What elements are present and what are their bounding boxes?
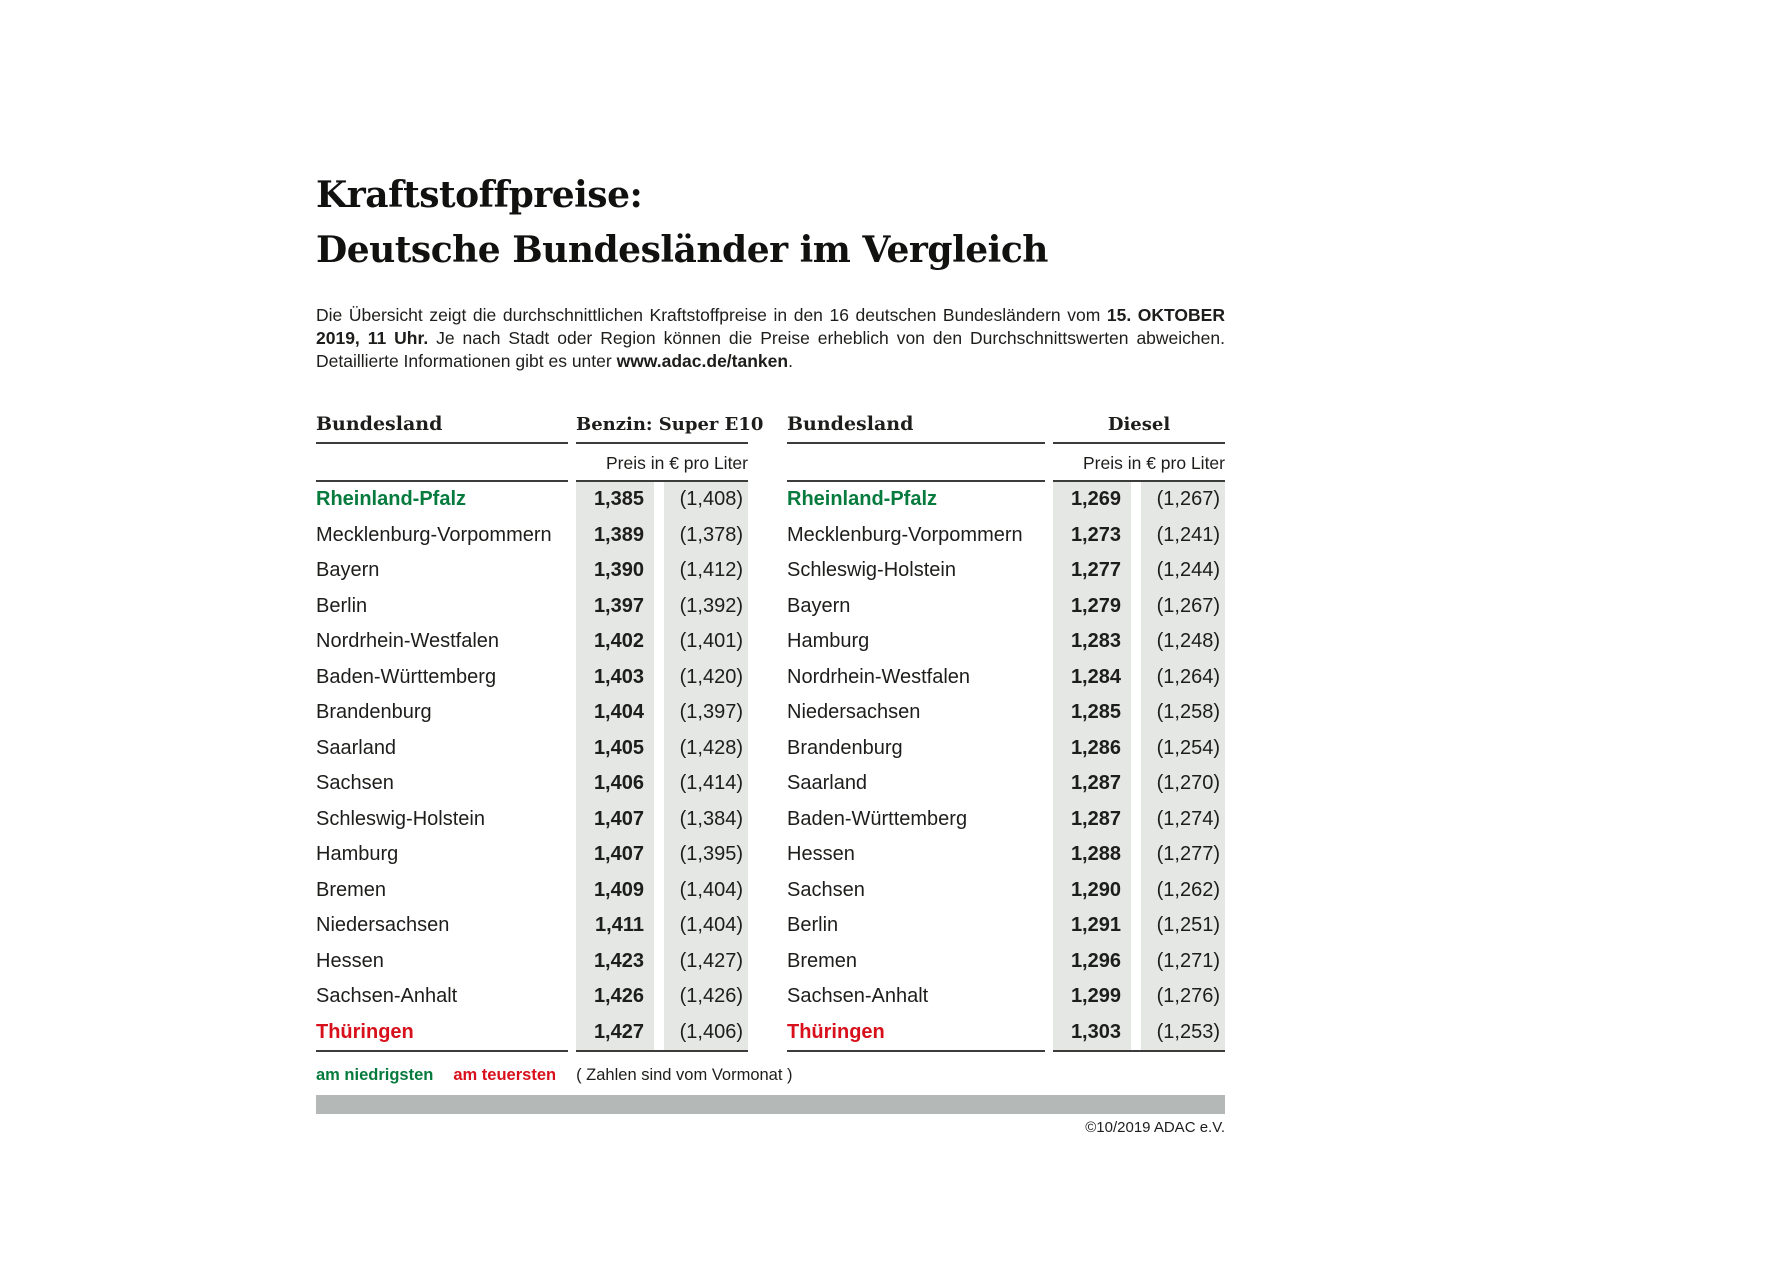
table-row [787, 553, 1225, 589]
table-bottom-rule [316, 1050, 748, 1052]
intro-date: 15. OKTOBER 2019, 11 Uhr. [316, 305, 1225, 348]
unit-label: Preis in € pro Liter [576, 444, 748, 482]
previous-month-value: (1,428) [664, 731, 748, 767]
state-name: Bayern [316, 559, 380, 581]
page-title-line2: Deutsche Bundesländer im Vergleich [316, 229, 1048, 271]
state-name: Bayern [787, 594, 851, 617]
row-values [1053, 518, 1225, 554]
column-gap [654, 660, 664, 696]
rule-segment [1053, 1050, 1225, 1052]
rule-segment [576, 1050, 748, 1052]
state-name: Schleswig-Holstein [787, 559, 956, 581]
price-value: 1,279 [1053, 589, 1131, 625]
previous-month-value: (1,271) [1141, 944, 1225, 980]
previous-month-value: (1,427) [664, 944, 748, 980]
column-gap [1131, 1015, 1141, 1051]
price-value: 1,287 [1053, 802, 1131, 838]
row-values [1053, 589, 1225, 625]
state-name: Niedersachsen [787, 701, 921, 723]
column-gap [1131, 731, 1141, 767]
column-gap [654, 873, 664, 909]
rule-segment [787, 1050, 1045, 1052]
table-header-row [787, 413, 1225, 444]
row-values [1053, 1015, 1225, 1051]
table-row [787, 624, 1225, 660]
price-value: 1,407 [576, 802, 654, 838]
column-gap [1131, 873, 1141, 909]
row-values [1053, 624, 1225, 660]
intro-url: www.adac.de/tanken [616, 351, 789, 371]
column-header-fuel-diesel: Diesel [1053, 414, 1225, 444]
state-name: Saarland [316, 736, 397, 759]
table-row [316, 979, 748, 1015]
page-title [316, 168, 1225, 278]
row-values [1053, 837, 1225, 873]
state-name: Schleswig-Holstein [316, 807, 485, 830]
price-value: 1,277 [1053, 553, 1131, 589]
row-values [576, 979, 748, 1015]
table-row [316, 589, 748, 625]
price-value: 1,299 [1053, 979, 1131, 1015]
row-values [576, 944, 748, 980]
table-body-diesel [787, 482, 1225, 1050]
table-row [316, 766, 748, 802]
table-row [787, 837, 1225, 873]
row-values [576, 766, 748, 802]
row-values [576, 1015, 748, 1051]
previous-month-value: (1,274) [1141, 802, 1225, 838]
footer-bar [316, 1095, 1225, 1114]
price-value: 1,409 [576, 873, 654, 909]
previous-month-value: (1,270) [1141, 766, 1225, 802]
previous-month-value: (1,277) [1141, 837, 1225, 873]
copyright: ©10/2019 ADAC e.V. [1085, 1119, 1225, 1136]
price-value: 1,273 [1053, 518, 1131, 554]
tables-container [316, 413, 1225, 1052]
previous-month-value: (1,404) [664, 873, 748, 909]
row-values [576, 908, 748, 944]
state-name: Sachsen-Anhalt [787, 985, 929, 1007]
row-values [1053, 553, 1225, 589]
previous-month-value: (1,244) [1141, 553, 1225, 589]
previous-month-value: (1,426) [664, 979, 748, 1015]
price-value: 1,404 [576, 695, 654, 731]
table-bottom-rule [787, 1050, 1225, 1052]
state-name: Baden-Württemberg [787, 807, 968, 830]
column-gap [654, 766, 664, 802]
state-name: Berlin [316, 594, 368, 617]
column-gap [654, 979, 664, 1015]
legend [316, 1066, 1225, 1085]
price-value: 1,283 [1053, 624, 1131, 660]
intro-paragraph [316, 304, 1225, 373]
previous-month-value: (1,395) [664, 837, 748, 873]
table-row [316, 553, 748, 589]
column-gap [654, 589, 664, 625]
price-value: 1,286 [1053, 731, 1131, 767]
price-value: 1,397 [576, 589, 654, 625]
table-body-benzin [316, 482, 748, 1050]
unit-label: Preis in € pro Liter [1053, 444, 1225, 482]
intro-text: Die Übersicht zeigt die durchschnittlichen Kraftstoffpreise in den 16 deutschen Bundesländern vom [316, 305, 1107, 325]
column-gap [1131, 660, 1141, 696]
state-name: Hamburg [316, 843, 399, 865]
table-subheader-row [316, 444, 748, 482]
previous-month-value: (1,254) [1141, 731, 1225, 767]
table-row [316, 802, 748, 838]
column-header-bundesland: Bundesland [316, 413, 568, 444]
table-row [787, 518, 1225, 554]
row-values [1053, 660, 1225, 696]
state-name: Sachsen-Anhalt [316, 985, 458, 1007]
row-values [1053, 873, 1225, 909]
column-gap [1131, 518, 1141, 554]
price-value: 1,296 [1053, 944, 1131, 980]
subheader-spacer [316, 444, 568, 482]
table-row [787, 944, 1225, 980]
previous-month-value: (1,248) [1141, 624, 1225, 660]
table-row [787, 802, 1225, 838]
row-values [576, 482, 748, 518]
state-name: Hessen [316, 949, 384, 972]
column-gap [654, 695, 664, 731]
column-gap [654, 837, 664, 873]
intro-text: Je nach Stadt oder Region können die Preise erheblich von den Durchschnittswerten abweichen. Detaillierte Informationen gibt es unter [316, 328, 1225, 371]
column-gap [1131, 695, 1141, 731]
previous-month-value: (1,406) [664, 1015, 748, 1051]
row-values [576, 802, 748, 838]
state-name: Baden-Württemberg [316, 665, 497, 688]
state-name: Brandenburg [316, 701, 432, 723]
rule-segment [316, 1050, 568, 1052]
previous-month-value: (1,378) [664, 518, 748, 554]
table-row [787, 873, 1225, 909]
previous-month-value: (1,267) [1141, 589, 1225, 625]
fuel-table-diesel [787, 413, 1225, 1052]
price-value: 1,406 [576, 766, 654, 802]
previous-month-value: (1,251) [1141, 908, 1225, 944]
legend-lowest: am niedrigsten [316, 1066, 434, 1084]
previous-month-value: (1,253) [1141, 1015, 1225, 1051]
previous-month-value: (1,401) [664, 624, 748, 660]
column-gap [1131, 766, 1141, 802]
row-values [576, 837, 748, 873]
table-row [316, 518, 748, 554]
column-header-bundesland: Bundesland [787, 413, 1045, 444]
previous-month-value: (1,267) [1141, 482, 1225, 518]
state-name: Sachsen [316, 772, 394, 794]
subheader-spacer [787, 444, 1045, 482]
row-values [1053, 766, 1225, 802]
previous-month-value: (1,404) [664, 908, 748, 944]
price-value: 1,390 [576, 553, 654, 589]
previous-month-value: (1,384) [664, 802, 748, 838]
previous-month-value: (1,262) [1141, 873, 1225, 909]
state-name: Bremen [787, 949, 858, 972]
previous-month-value: (1,397) [664, 695, 748, 731]
column-gap [654, 482, 664, 518]
row-values [576, 873, 748, 909]
row-values [1053, 908, 1225, 944]
previous-month-value: (1,241) [1141, 518, 1225, 554]
row-values [1053, 695, 1225, 731]
row-values [576, 660, 748, 696]
column-gap [1131, 837, 1141, 873]
price-value: 1,287 [1053, 766, 1131, 802]
column-gap [1131, 624, 1141, 660]
table-row [316, 660, 748, 696]
price-value: 1,402 [576, 624, 654, 660]
row-values [1053, 731, 1225, 767]
price-value: 1,423 [576, 944, 654, 980]
column-gap [654, 908, 664, 944]
intro-text: . [788, 351, 793, 371]
price-value: 1,427 [576, 1015, 654, 1051]
table-row [316, 624, 748, 660]
column-gap [654, 944, 664, 980]
previous-month-value: (1,392) [664, 589, 748, 625]
previous-month-value: (1,420) [664, 660, 748, 696]
table-row [787, 1015, 1225, 1051]
row-values [576, 695, 748, 731]
table-row [787, 482, 1225, 518]
table-row [316, 908, 748, 944]
previous-month-value: (1,408) [664, 482, 748, 518]
row-values [1053, 802, 1225, 838]
table-row [316, 731, 748, 767]
fuel-table-benzin [316, 413, 764, 1052]
column-gap [654, 802, 664, 838]
row-values [576, 624, 748, 660]
state-name: Bremen [316, 878, 387, 901]
table-row [787, 908, 1225, 944]
column-gap [654, 553, 664, 589]
price-value: 1,405 [576, 731, 654, 767]
legend-note: ( Zahlen sind vom Vormonat ) [576, 1066, 793, 1084]
price-value: 1,385 [576, 482, 654, 518]
price-value: 1,303 [1053, 1015, 1131, 1051]
previous-month-value: (1,414) [664, 766, 748, 802]
state-name: Brandenburg [787, 736, 903, 759]
state-name: Berlin [787, 914, 839, 936]
page-title-line1: Kraftstoffpreise: [316, 174, 643, 216]
table-row [787, 731, 1225, 767]
table-row [787, 660, 1225, 696]
table-subheader-row [787, 444, 1225, 482]
price-value: 1,288 [1053, 837, 1131, 873]
row-values [1053, 944, 1225, 980]
row-values [576, 518, 748, 554]
column-gap [1131, 979, 1141, 1015]
state-name: Hessen [787, 843, 855, 865]
column-gap [654, 518, 664, 554]
column-gap [1131, 482, 1141, 518]
price-value: 1,407 [576, 837, 654, 873]
state-name: Nordrhein-Westfalen [787, 665, 971, 688]
content-column [316, 0, 1225, 1136]
table-row [787, 695, 1225, 731]
price-value: 1,285 [1053, 695, 1131, 731]
state-name: Mecklenburg-Vorpommern [316, 523, 552, 546]
table-row [316, 1015, 748, 1051]
state-name: Thüringen [787, 1020, 885, 1043]
price-value: 1,411 [576, 908, 654, 944]
table-row [787, 589, 1225, 625]
price-value: 1,269 [1053, 482, 1131, 518]
state-name: Niedersachsen [316, 914, 450, 936]
state-name: Sachsen [787, 878, 865, 901]
state-name: Rheinland-Pfalz [787, 488, 938, 510]
state-name: Mecklenburg-Vorpommern [787, 523, 1023, 546]
column-gap [1131, 589, 1141, 625]
previous-month-value: (1,276) [1141, 979, 1225, 1015]
previous-month-value: (1,264) [1141, 660, 1225, 696]
price-value: 1,389 [576, 518, 654, 554]
table-row [316, 695, 748, 731]
row-values [1053, 482, 1225, 518]
price-value: 1,284 [1053, 660, 1131, 696]
row-values [576, 553, 748, 589]
column-gap [1131, 553, 1141, 589]
price-value: 1,291 [1053, 908, 1131, 944]
column-gap [654, 731, 664, 767]
previous-month-value: (1,258) [1141, 695, 1225, 731]
legend-highest: am teuersten [453, 1066, 557, 1084]
table-row [316, 873, 748, 909]
table-row [787, 979, 1225, 1015]
table-row [316, 944, 748, 980]
column-gap [1131, 802, 1141, 838]
state-name: Rheinland-Pfalz [316, 488, 467, 510]
column-header-fuel-benzin: Benzin: Super E10 [576, 414, 748, 444]
table-row [316, 837, 748, 873]
row-values [576, 731, 748, 767]
row-values [1053, 979, 1225, 1015]
price-value: 1,426 [576, 979, 654, 1015]
row-values [576, 589, 748, 625]
column-gap [654, 624, 664, 660]
state-name: Nordrhein-Westfalen [316, 630, 500, 652]
column-gap [654, 1015, 664, 1051]
previous-month-value: (1,412) [664, 553, 748, 589]
column-gap [1131, 944, 1141, 980]
table-row [787, 766, 1225, 802]
table-header-row [316, 413, 764, 444]
state-name: Saarland [787, 772, 868, 794]
price-value: 1,403 [576, 660, 654, 696]
price-value: 1,290 [1053, 873, 1131, 909]
state-name: Thüringen [316, 1020, 414, 1043]
state-name: Hamburg [787, 630, 870, 652]
column-gap [1131, 908, 1141, 944]
table-row [316, 482, 748, 518]
